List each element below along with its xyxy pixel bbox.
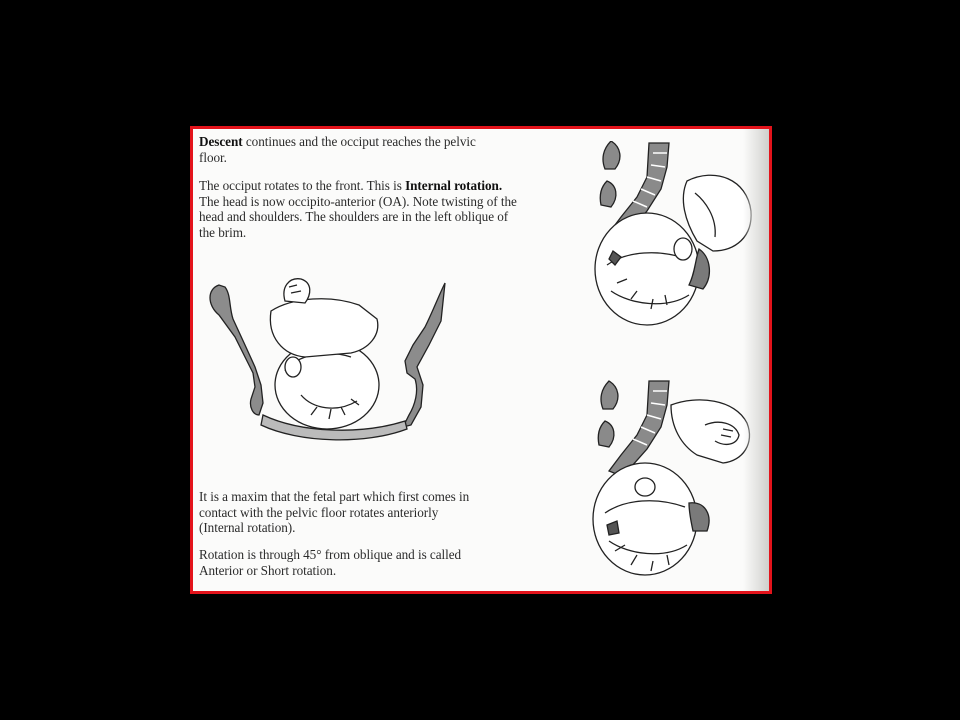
page-edge-shadow	[743, 129, 769, 591]
internal-rotation-term: Internal rotation.	[405, 178, 503, 193]
internal-rotation-paragraph	[199, 178, 517, 240]
maxim-paragraph: It is a maxim that the fetal part which first comes in contact with the pelvic floor rotates anteriorly (Internal rotation).	[199, 489, 470, 536]
internal-rotation-text-after: The head is now occipito-anterior (OA). Note twisting of the head and shoulders. The shoulders are in the left oblique of the brim.	[199, 193, 517, 240]
slide-frame	[190, 126, 772, 594]
internal-rotation-text-before: The occiput rotates to the front. This is	[199, 178, 406, 193]
lateral-view-upper-illustration	[587, 141, 757, 341]
rotation-degree-paragraph: Rotation is through 45° from oblique and is called Anterior or Short rotation.	[199, 547, 462, 578]
descent-term: Descent	[199, 134, 243, 149]
lateral-view-lower-illustration	[587, 375, 757, 585]
descent-text: continues and the occiput reaches the pelvic floor.	[199, 134, 476, 165]
pelvis-front-illustration	[201, 275, 451, 455]
descent-paragraph	[199, 134, 499, 165]
